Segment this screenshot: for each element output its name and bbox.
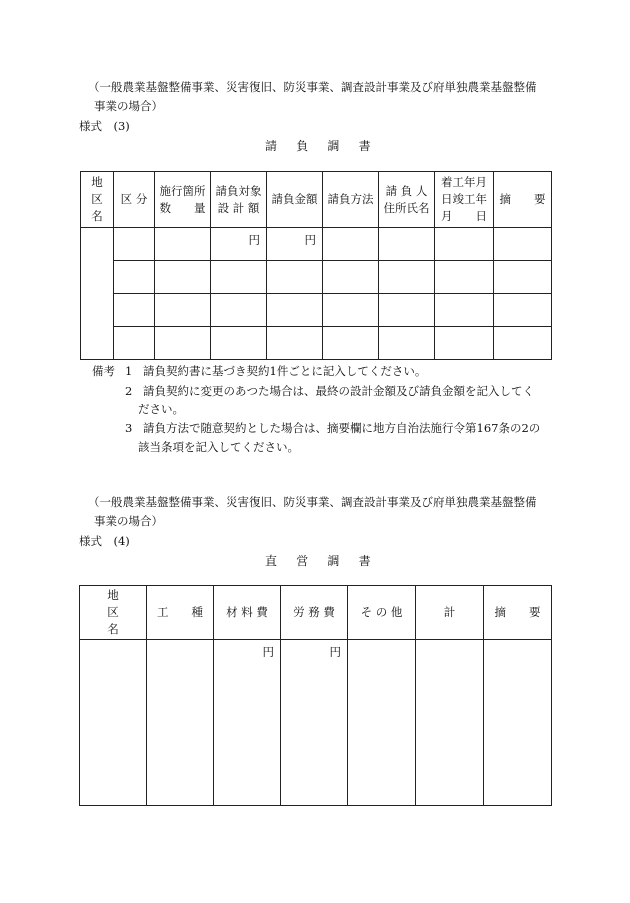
form4-header-work-type: 工 種 bbox=[147, 586, 214, 640]
form3-remark2-text1: 請負契約に変更のあつた場合は、最終の設計金額及び請負金額を記入してく bbox=[143, 384, 534, 398]
table-row bbox=[81, 261, 552, 294]
form3-remark2-text2: ださい。 bbox=[138, 402, 184, 416]
form3-yen-amount[interactable]: 円 bbox=[267, 228, 323, 261]
form4-scope-line1: （一般農業基盤整備事業、災害復旧、防災事業、調査設計事業及び府単独農業基盤整備 bbox=[88, 495, 537, 509]
form3-header-location: 施行箇所 数 量 bbox=[155, 172, 211, 228]
form3-header-dates: 着工年月 日竣工年 月 日 bbox=[435, 172, 494, 228]
form4-label: 様式 (4) bbox=[79, 534, 130, 548]
form4-yen-material[interactable]: 円 bbox=[214, 640, 281, 806]
form3-header-target: 請負対象 設 計 額 bbox=[211, 172, 267, 228]
form3-header-category: 区 分 bbox=[114, 172, 155, 228]
table-row bbox=[81, 294, 552, 327]
form4-header-summary: 摘 要 bbox=[484, 586, 552, 640]
form3-header-district: 地 区 名 bbox=[81, 172, 114, 228]
form3-remark3-text2: 該当条項を記入してください。 bbox=[138, 440, 299, 454]
form4-header-labor: 労 務 費 bbox=[281, 586, 348, 640]
form3-table bbox=[80, 171, 552, 360]
form3-header-summary: 摘 要 bbox=[494, 172, 552, 228]
table-row bbox=[80, 640, 552, 806]
form3-remark1-num: 1 bbox=[125, 364, 133, 378]
form4-yen-labor[interactable]: 円 bbox=[281, 640, 348, 806]
form4-header-other: そ の 他 bbox=[348, 586, 416, 640]
form3-header-method: 請負方法 bbox=[323, 172, 379, 228]
form3-label: 様式 (3) bbox=[79, 119, 130, 133]
form4-scope-line2: 事業の場合） bbox=[94, 514, 163, 528]
form3-remark2-num: 2 bbox=[125, 384, 133, 398]
form3-title: 請負調書 bbox=[265, 139, 390, 153]
table-row bbox=[81, 228, 552, 261]
table-row bbox=[81, 327, 552, 360]
form4-header-district: 地 区 名 bbox=[80, 586, 147, 640]
form3-header-contractor: 請 負 人 住所氏名 bbox=[379, 172, 435, 228]
form4-header-row bbox=[80, 586, 552, 640]
form3-yen-target[interactable]: 円 bbox=[211, 228, 267, 261]
form4-header-total: 計 bbox=[416, 586, 484, 640]
form3-remark3-text1: 請負方法で随意契約とした場合は、摘要欄に地方自治法施行令第167条の2の bbox=[143, 421, 541, 435]
form3-header-amount: 請負金額 bbox=[267, 172, 323, 228]
form3-district-cell[interactable] bbox=[81, 228, 114, 360]
form3-remark3-num: 3 bbox=[125, 421, 133, 435]
form3-scope-line1: （一般農業基盤整備事業、災害復旧、防災事業、調査設計事業及び府単独農業基盤整備 bbox=[88, 80, 537, 94]
form4-title: 直営調書 bbox=[265, 554, 390, 568]
form3-scope-line2: 事業の場合） bbox=[94, 99, 163, 113]
form4-table bbox=[79, 585, 552, 806]
form3-remark1-text: 請負契約書に基づき契約1件ごとに記入してください。 bbox=[143, 364, 427, 378]
form4-header-material: 材 料 費 bbox=[214, 586, 281, 640]
form3-remarks-label: 備考 bbox=[92, 364, 115, 378]
form3-header-row bbox=[81, 172, 552, 228]
